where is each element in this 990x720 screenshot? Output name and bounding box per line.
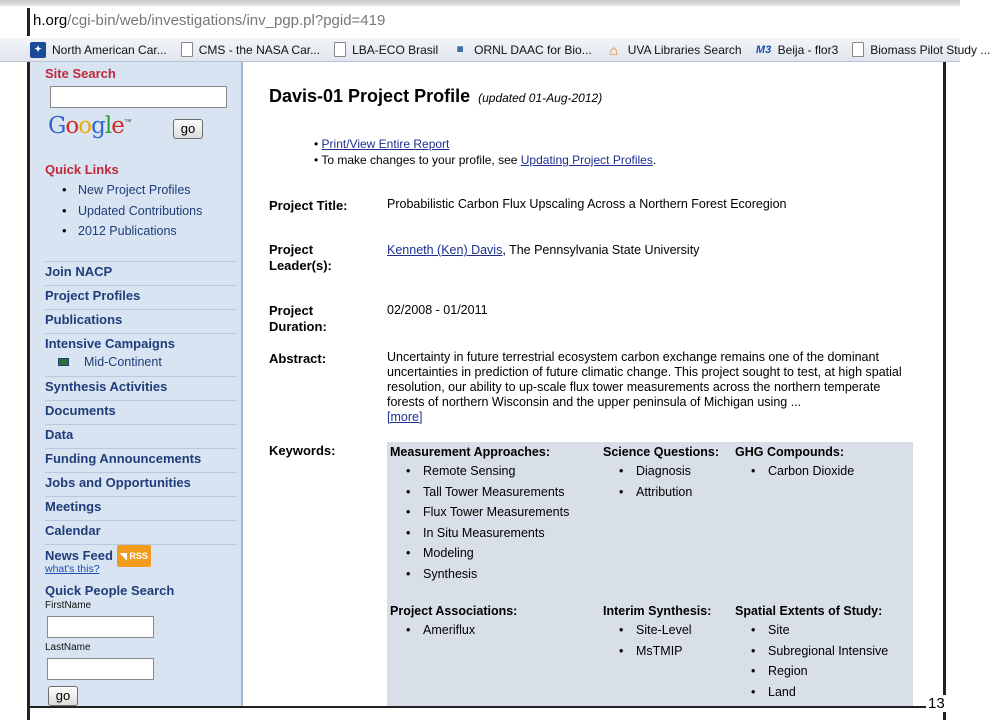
keywords-project-associations [390, 604, 517, 642]
main-content [245, 62, 943, 706]
site-search-label: Site Search [45, 66, 116, 81]
keyword-item: • MsTMIP [603, 642, 711, 663]
bookmark-lba-eco[interactable] [334, 42, 438, 57]
keyword-item: • Site-Level [603, 621, 711, 642]
leader-value [387, 243, 699, 258]
window-top-edge [0, 0, 960, 6]
keywords-label: Keywords: [269, 443, 336, 458]
quick-links-label: Quick Links [45, 162, 119, 177]
bookmark-north-american-carbon[interactable] [30, 42, 167, 58]
keywords-heading: Spatial Extents of Study: [735, 604, 883, 618]
nav-jobs-opportunities[interactable]: Jobs and Opportunities [45, 472, 237, 496]
quick-people-search-label: Quick People Search [45, 583, 175, 598]
quick-links-list [62, 181, 202, 243]
keywords-heading: GHG Compounds: [735, 445, 845, 459]
keywords-science-questions [603, 445, 719, 503]
abstract-value [387, 350, 909, 425]
keyword-item: • Diagnosis [603, 462, 719, 483]
changes-text: • To make changes to your profile, see [314, 153, 521, 167]
leader-affiliation: , The Pennsylvania State University [502, 243, 700, 257]
sidebar [30, 62, 243, 706]
bookmark-beija-flor[interactable] [756, 42, 839, 58]
mid-continent-label: Mid-Continent [84, 355, 162, 369]
keyword-item: • Land [735, 683, 888, 704]
rss-icon[interactable]: ◥ RSS [117, 545, 151, 567]
keywords-heading: Measurement Approaches: [390, 445, 550, 459]
keywords-measurement-approaches [390, 445, 569, 586]
news-feed-label: News Feed [45, 548, 113, 563]
address-bar[interactable] [0, 0, 960, 38]
keywords-ghg-compounds [735, 445, 854, 483]
keyword-item: • Synthesis [390, 565, 569, 586]
map-icon [58, 358, 69, 366]
page-icon [334, 42, 346, 57]
keyword-item: • Ameriflux [390, 621, 517, 642]
nav-meetings[interactable]: Meetings [45, 496, 237, 520]
last-name-label: LastName [45, 642, 91, 653]
keyword-item: • Modeling [390, 544, 569, 565]
url-domain: h.org [33, 12, 68, 29]
slide-number: 13 [928, 695, 945, 712]
project-profile-title: Davis-01 Project Profile [269, 86, 471, 106]
whats-this-link[interactable]: what's this? [45, 563, 100, 575]
keyword-item: • Carbon Dioxide [735, 462, 854, 483]
search-go-button[interactable]: go [173, 119, 203, 139]
nav-calendar[interactable]: Calendar [45, 520, 237, 544]
changes-row: • To make changes to your profile, see Updating Project Profiles. [314, 153, 657, 167]
keywords-table [387, 442, 913, 706]
first-name-input[interactable] [47, 616, 154, 638]
keywords-heading: Project Associations: [390, 604, 518, 618]
quick-link-updated-contributions[interactable]: • Updated Contributions [62, 202, 202, 223]
nasa-logo-icon: ✦ [30, 42, 46, 58]
bookmark-ornl-daac[interactable] [452, 42, 592, 58]
keywords-interim-synthesis [603, 604, 711, 662]
print-report-link[interactable]: Print/View Entire Report [321, 137, 450, 151]
nav-publications[interactable]: Publications [45, 309, 237, 333]
bookmark-biomass-pilot[interactable] [852, 42, 990, 57]
keyword-item: • Remote Sensing [390, 462, 569, 483]
keyword-item: • Attribution [603, 483, 719, 504]
nav-documents[interactable]: Documents [45, 400, 237, 424]
page-title [269, 86, 602, 107]
bookmark-label: UVA Libraries Search [627, 42, 742, 57]
profile-actions [314, 136, 656, 168]
updated-date: (updated 01-Aug-2012) [478, 91, 603, 105]
bookmark-label: CMS - the NASA Car... [198, 42, 321, 57]
keyword-item: • Tall Tower Measurements [390, 483, 569, 504]
nav-join-nacp[interactable]: Join NACP [45, 261, 237, 285]
keyword-item: • Region [735, 662, 888, 683]
print-row: • Print/View Entire Report [314, 137, 450, 151]
duration-label-line2: Duration: [269, 319, 327, 334]
leader-label-line1: Project [269, 242, 314, 257]
keywords-spatial-extents [735, 604, 888, 703]
leader-label [269, 242, 332, 274]
bookmark-label: ORNL DAAC for Bio... [474, 42, 592, 57]
nav-mid-continent[interactable] [58, 355, 162, 369]
project-title-value: Probabilistic Carbon Flux Upscaling Across a Northern Forest Ecoregion [387, 197, 787, 211]
google-logo: Google™ [48, 113, 131, 139]
rss-label: RSS [129, 551, 148, 561]
leader-label-line2: Leader(s): [269, 258, 332, 273]
frame-bottom-border [27, 706, 946, 708]
bookmark-uva-libraries[interactable] [606, 42, 742, 58]
frame-edge [27, 8, 30, 36]
m3-icon: M3 [755, 43, 772, 56]
leader-link[interactable]: Kenneth (Ken) Davis [387, 243, 503, 257]
quick-link-new-project-profiles[interactable]: • New Project Profiles [62, 181, 202, 202]
bookmark-label: North American Car... [52, 42, 167, 57]
keyword-item: • Subregional Intensive [735, 642, 888, 663]
bookmarks-bar [0, 38, 990, 62]
duration-label [269, 303, 327, 335]
keywords-heading: Science Questions: [603, 445, 720, 459]
page-icon [852, 42, 864, 57]
duration-label-line1: Project [269, 303, 314, 318]
duration-value: 02/2008 - 01/2011 [387, 303, 488, 317]
keywords-heading: Interim Synthesis: [603, 604, 712, 618]
project-title-label: Project Title: [269, 198, 348, 213]
nav-funding-announcements[interactable]: Funding Announcements [45, 448, 237, 472]
last-name-input[interactable] [47, 658, 154, 680]
nav-synthesis-activities[interactable]: Synthesis Activities [45, 376, 237, 400]
page-icon [181, 42, 193, 57]
nav-intensive-campaigns[interactable]: Intensive Campaigns [45, 333, 237, 357]
abstract-text: Uncertainty in future terrestrial ecosystem carbon exchange remains one of the dominant uncertainties in prediction of future climatic change. This project sought to test, at high spatial resolution, our ability to up-scale flux tower measurements across the northern temperate forests of northern Wisconsin and the upper peninsula of Michigan using ... [387, 350, 902, 409]
site-search-input[interactable] [50, 86, 227, 108]
more-link[interactable]: [more] [387, 410, 423, 424]
keyword-item: • Site [735, 621, 888, 642]
bookmark-label: Biomass Pilot Study ... [870, 42, 990, 57]
nav-project-profiles[interactable]: Project Profiles [45, 285, 237, 309]
keyword-item: • Flux Tower Measurements [390, 503, 569, 524]
quick-link-2012-publications[interactable]: • 2012 Publications [62, 222, 202, 243]
updating-profiles-link[interactable]: Updating Project Profiles [520, 153, 653, 167]
first-name-label: FirstName [45, 600, 92, 611]
frame-right-border [943, 62, 946, 720]
url-text[interactable] [33, 12, 385, 29]
keyword-item: • In Situ Measurements [390, 524, 569, 545]
people-search-go-button[interactable]: go [48, 686, 78, 706]
ornl-daac-icon: ▦ [456, 46, 464, 53]
abstract-label: Abstract: [269, 351, 327, 366]
url-path: /cgi-bin/web/investigations/inv_pgp.pl?pgid=419 [67, 12, 386, 29]
nav-data[interactable]: Data [45, 424, 237, 448]
bookmark-label: LBA-ECO Brasil [352, 42, 439, 57]
bookmark-cms-nasa[interactable] [181, 42, 320, 57]
uva-icon: ⌂ [609, 41, 618, 58]
bookmark-label: Beija - flor3 [777, 42, 839, 57]
